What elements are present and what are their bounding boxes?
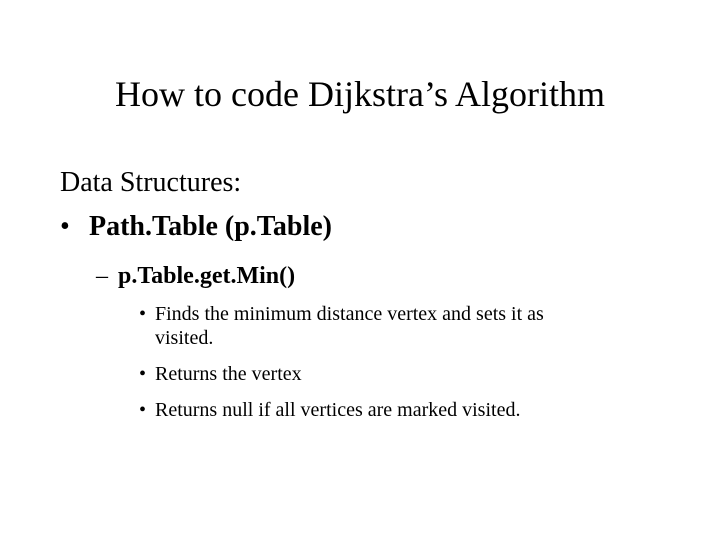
list-item [139,362,579,386]
slide-body [60,166,680,434]
list-item-text: Returns null if all vertices are marked visited. [155,399,521,421]
bullet-item-level1 [60,210,680,244]
section-label: Data Structures: [60,167,242,198]
sub-bullet-text-getmin: p.Table.get.Min() [118,263,296,289]
bullet-glyph: • [139,399,147,421]
sub-bullet-item-level2 [96,262,680,290]
list-item-text: Finds the minimum distance vertex and sets it as visited. [155,303,544,349]
dash-glyph: – [96,263,108,289]
bullet-glyph: • [139,363,147,385]
slide-title: How to code Dijkstra’s Algorithm [115,74,605,114]
bullet-glyph: • [139,303,147,325]
list-item-text: Returns the vertex [155,363,302,385]
list-item [139,398,579,422]
bullet-glyph: • [60,211,70,242]
bullet-text-path-table: Path.Table (p.Table) [89,211,332,242]
list-item [139,302,579,350]
sub-sub-bullet-list [139,302,579,422]
